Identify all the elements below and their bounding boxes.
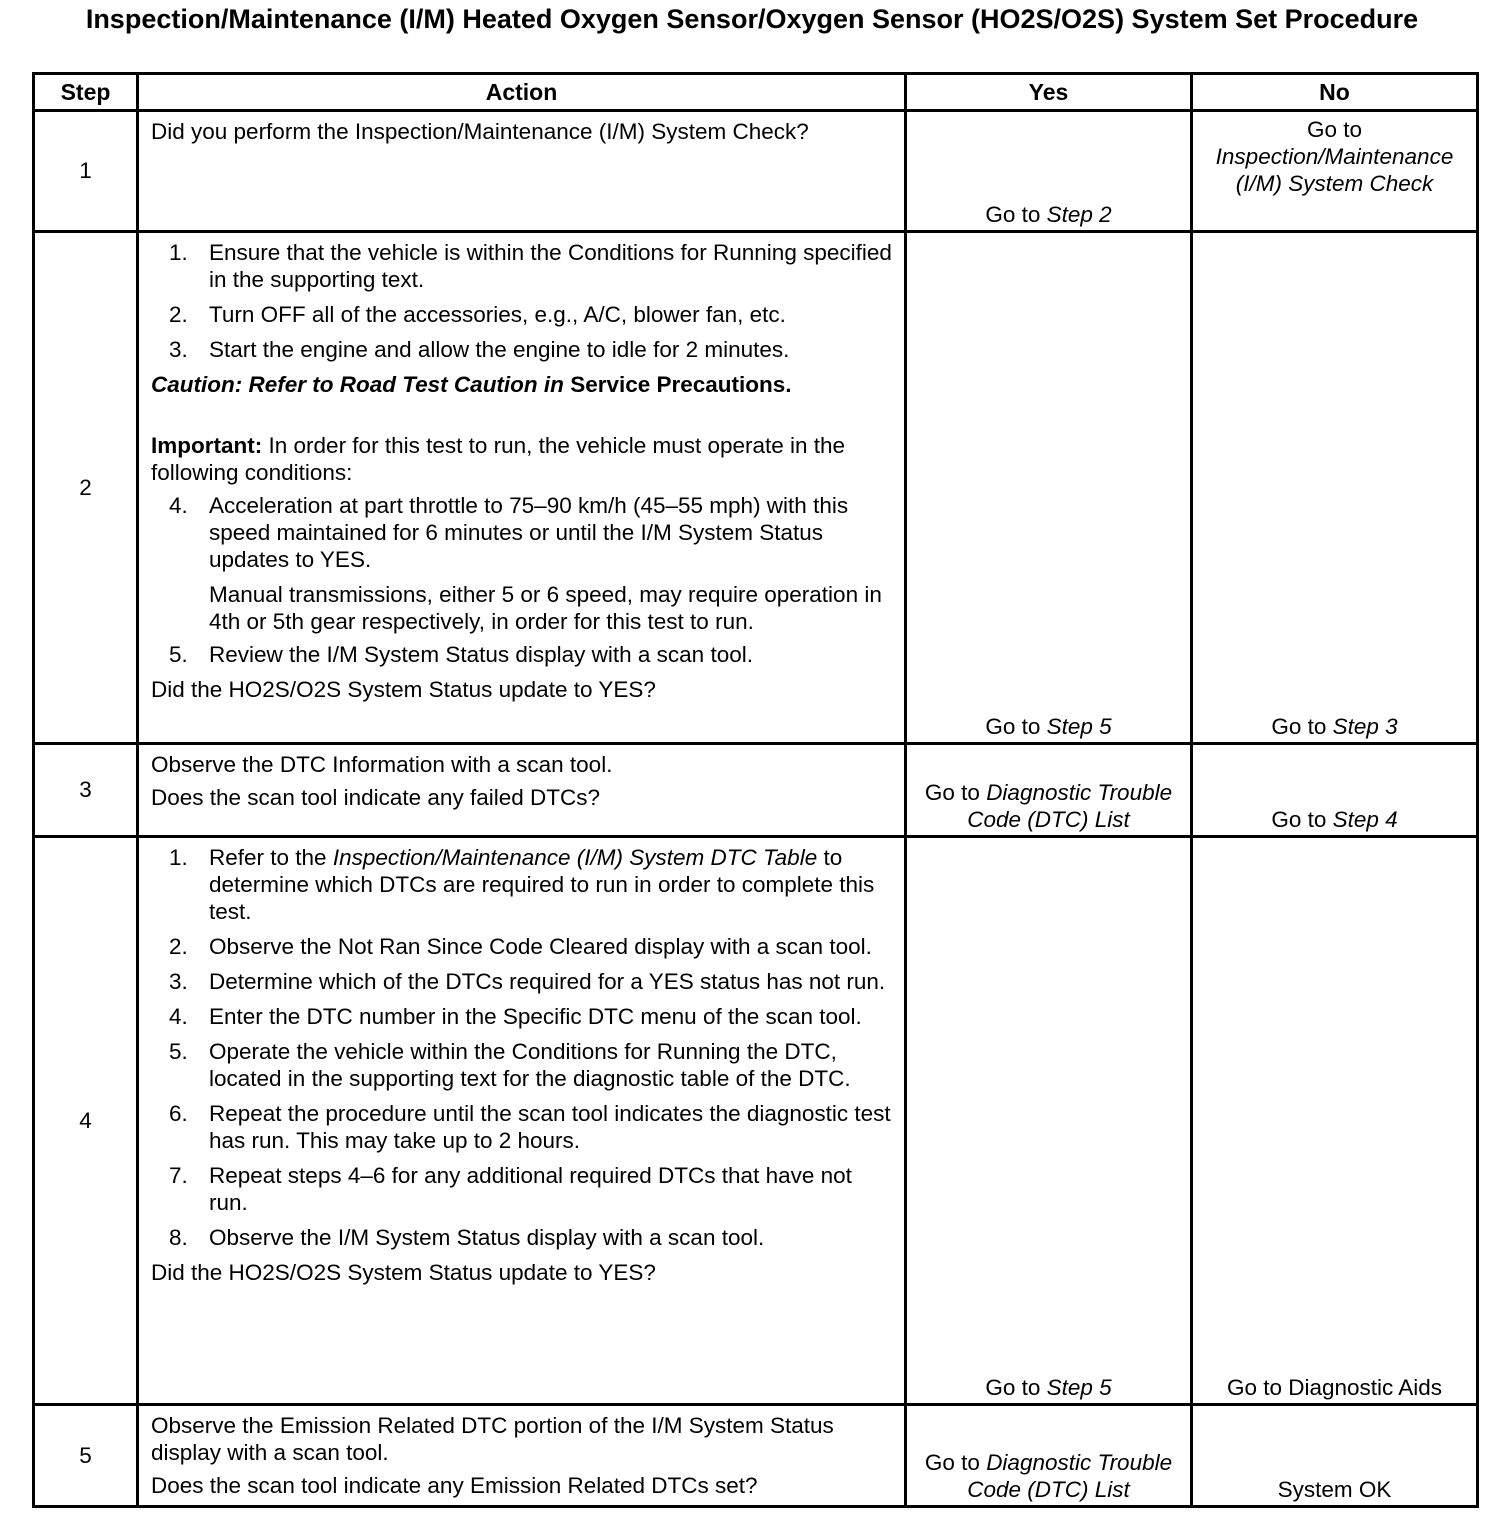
caution-text: Caution: Refer to Road Test Caution in (151, 372, 564, 397)
list-item (169, 933, 894, 960)
goto-prefix: Go to (1306, 117, 1363, 142)
item-text: Acceleration at part throttle to 75–90 km/h (45–55 mph) with this speed maintained for 6 minutes or until the I/M System Status updates to YES. (209, 493, 849, 572)
caution-note (151, 371, 894, 398)
item-number: 1. (169, 240, 188, 265)
list-item (169, 1038, 894, 1092)
action-cell (138, 744, 906, 837)
item-number: 8. (169, 1225, 188, 1250)
question-text: Did the HO2S/O2S System Status update to YES? (151, 1260, 656, 1285)
goto-link-step-2[interactable]: Step 2 (1046, 202, 1112, 227)
table-header-row (34, 74, 1478, 111)
action-cell (138, 232, 906, 744)
instruction-list (151, 492, 894, 573)
goto-link-im-system-check[interactable]: Inspection/Maintenance (I/M) System Check (1215, 144, 1454, 196)
page-title: Inspection/Maintenance (I/M) Heated Oxygen Sensor/Oxygen Sensor (HO2S/O2S) System Set Procedure (85, 4, 1419, 34)
goto-prefix: Go to (985, 1375, 1041, 1400)
goto-prefix: Go to (985, 202, 1041, 227)
table-row-step-3 (34, 744, 1478, 837)
yes-cell (906, 1405, 1192, 1507)
transmission-note: Manual transmissions, either 5 or 6 speed, may require operation in 4th or 5th gear respectively, in order for this test to run. (209, 582, 882, 634)
goto-link-step-4[interactable]: Step 4 (1332, 807, 1398, 832)
item-text: Start the engine and allow the engine to idle for 2 minutes. (209, 337, 790, 362)
item-number: 3. (169, 337, 188, 362)
item-text: Repeat the procedure until the scan tool indicates the diagnostic test has run. This may take up to 2 hours. (209, 1101, 891, 1153)
item-text: Determine which of the DTCs required for a YES status has not run. (209, 969, 886, 994)
item-number: 5. (169, 1039, 188, 1064)
header-no: No (1192, 74, 1478, 111)
item-text: Ensure that the vehicle is within the Conditions for Running specified in the supporting text. (209, 240, 892, 292)
item-number: 2. (169, 934, 188, 959)
header-step: Step (34, 74, 138, 111)
goto-prefix: Go to (1271, 714, 1327, 739)
item-number: 1. (169, 845, 188, 870)
no-cell (1192, 744, 1478, 837)
list-item (169, 492, 894, 573)
table-row-step-5 (34, 1405, 1478, 1507)
item-text: Turn OFF all of the accessories, e.g., A/C, blower fan, etc. (209, 302, 786, 327)
question-text: Did the HO2S/O2S System Status update to YES? (151, 677, 656, 702)
important-note (151, 432, 894, 486)
yes-cell (906, 232, 1192, 744)
step-number: 1 (34, 111, 138, 232)
question-text: Does the scan tool indicate any Emission Related DTCs set? (151, 1473, 758, 1498)
action-cell (138, 1405, 906, 1507)
table-row-step-2 (34, 232, 1478, 744)
goto-link-step-5[interactable]: Step 5 (1046, 1375, 1112, 1400)
goto-link-step-3[interactable]: Step 3 (1332, 714, 1398, 739)
yes-cell (906, 837, 1192, 1405)
item-text (209, 844, 894, 925)
item-number: 6. (169, 1101, 188, 1126)
goto-prefix: Go to (985, 714, 1041, 739)
goto-prefix: Go to (1271, 807, 1327, 832)
item-number: 3. (169, 969, 188, 994)
item-text: Enter the DTC number in the Specific DTC menu of the scan tool. (209, 1004, 862, 1029)
goto-link-dtc-list[interactable]: Diagnostic Trouble Code (DTC) List (967, 1450, 1173, 1502)
service-precautions-link[interactable]: Service Precautions. (570, 372, 792, 397)
no-cell (1192, 837, 1478, 1405)
goto-link-step-5[interactable]: Step 5 (1046, 714, 1112, 739)
important-label: Important: (151, 433, 263, 458)
list-item (169, 301, 894, 328)
list-item (169, 968, 894, 995)
item-text-suffix: to determine which DTCs are required to run in order to complete this test. (209, 845, 875, 924)
table-row-step-1 (34, 111, 1478, 232)
action-cell (138, 837, 906, 1405)
action-cell (138, 111, 906, 232)
no-cell (1192, 232, 1478, 744)
goto-prefix: Go to (924, 780, 980, 805)
item-number: 4. (169, 493, 188, 518)
no-cell (1192, 111, 1478, 232)
question-text: Does the scan tool indicate any failed DTCs? (151, 785, 600, 810)
list-item (169, 1162, 894, 1216)
step-number: 2 (34, 232, 138, 744)
important-text: In order for this test to run, the vehicle must operate in the following conditions: (151, 433, 846, 485)
instruction-list (151, 844, 894, 1251)
step-number: 4 (34, 837, 138, 1405)
no-cell (1192, 1405, 1478, 1507)
action-text: Observe the DTC Information with a scan tool. (151, 752, 613, 777)
item-text: Review the I/M System Status display with a scan tool. (209, 642, 753, 667)
item-number: 5. (169, 642, 188, 667)
yes-cell (906, 111, 1192, 232)
list-item (169, 239, 894, 293)
item-number: 7. (169, 1163, 188, 1188)
action-text: Observe the Emission Related DTC portion of the I/M System Status display with a scan tool. (151, 1413, 834, 1465)
item-number: 2. (169, 302, 188, 327)
item-text: Observe the Not Ran Since Code Cleared display with a scan tool. (209, 934, 872, 959)
item-text: Repeat steps 4–6 for any additional required DTCs that have not run. (209, 1163, 852, 1215)
item-text-prefix: Refer to the (209, 845, 327, 870)
item-text: Observe the I/M System Status display with a scan tool. (209, 1225, 765, 1250)
goto-link-diagnostic-aids[interactable]: Go to Diagnostic Aids (1226, 1375, 1443, 1400)
list-item (169, 1100, 894, 1154)
question-text: Did you perform the Inspection/Maintenance (I/M) System Check? (151, 119, 809, 144)
table-row-step-4 (34, 837, 1478, 1405)
item-number: 4. (169, 1004, 188, 1029)
item-text: Operate the vehicle within the Conditions for Running the DTC, located in the supporting text for the diagnostic table of the DTC. (209, 1039, 851, 1091)
list-item (169, 1224, 894, 1251)
result-system-ok: System OK (1277, 1477, 1392, 1502)
list-item (169, 844, 894, 925)
procedure-table (32, 72, 1479, 1508)
list-item (169, 336, 894, 363)
goto-link-dtc-list[interactable]: Diagnostic Trouble Code (DTC) List (967, 780, 1173, 832)
yes-cell (906, 744, 1192, 837)
step-number: 5 (34, 1405, 138, 1507)
list-item (169, 1003, 894, 1030)
step-number: 3 (34, 744, 138, 837)
goto-prefix: Go to (924, 1450, 980, 1475)
instruction-list (151, 641, 894, 668)
instruction-list (151, 239, 894, 363)
header-action: Action (138, 74, 906, 111)
im-dtc-table-link[interactable]: Inspection/Maintenance (I/M) System DTC Table (332, 845, 818, 870)
list-item (169, 641, 894, 668)
header-yes: Yes (906, 74, 1192, 111)
